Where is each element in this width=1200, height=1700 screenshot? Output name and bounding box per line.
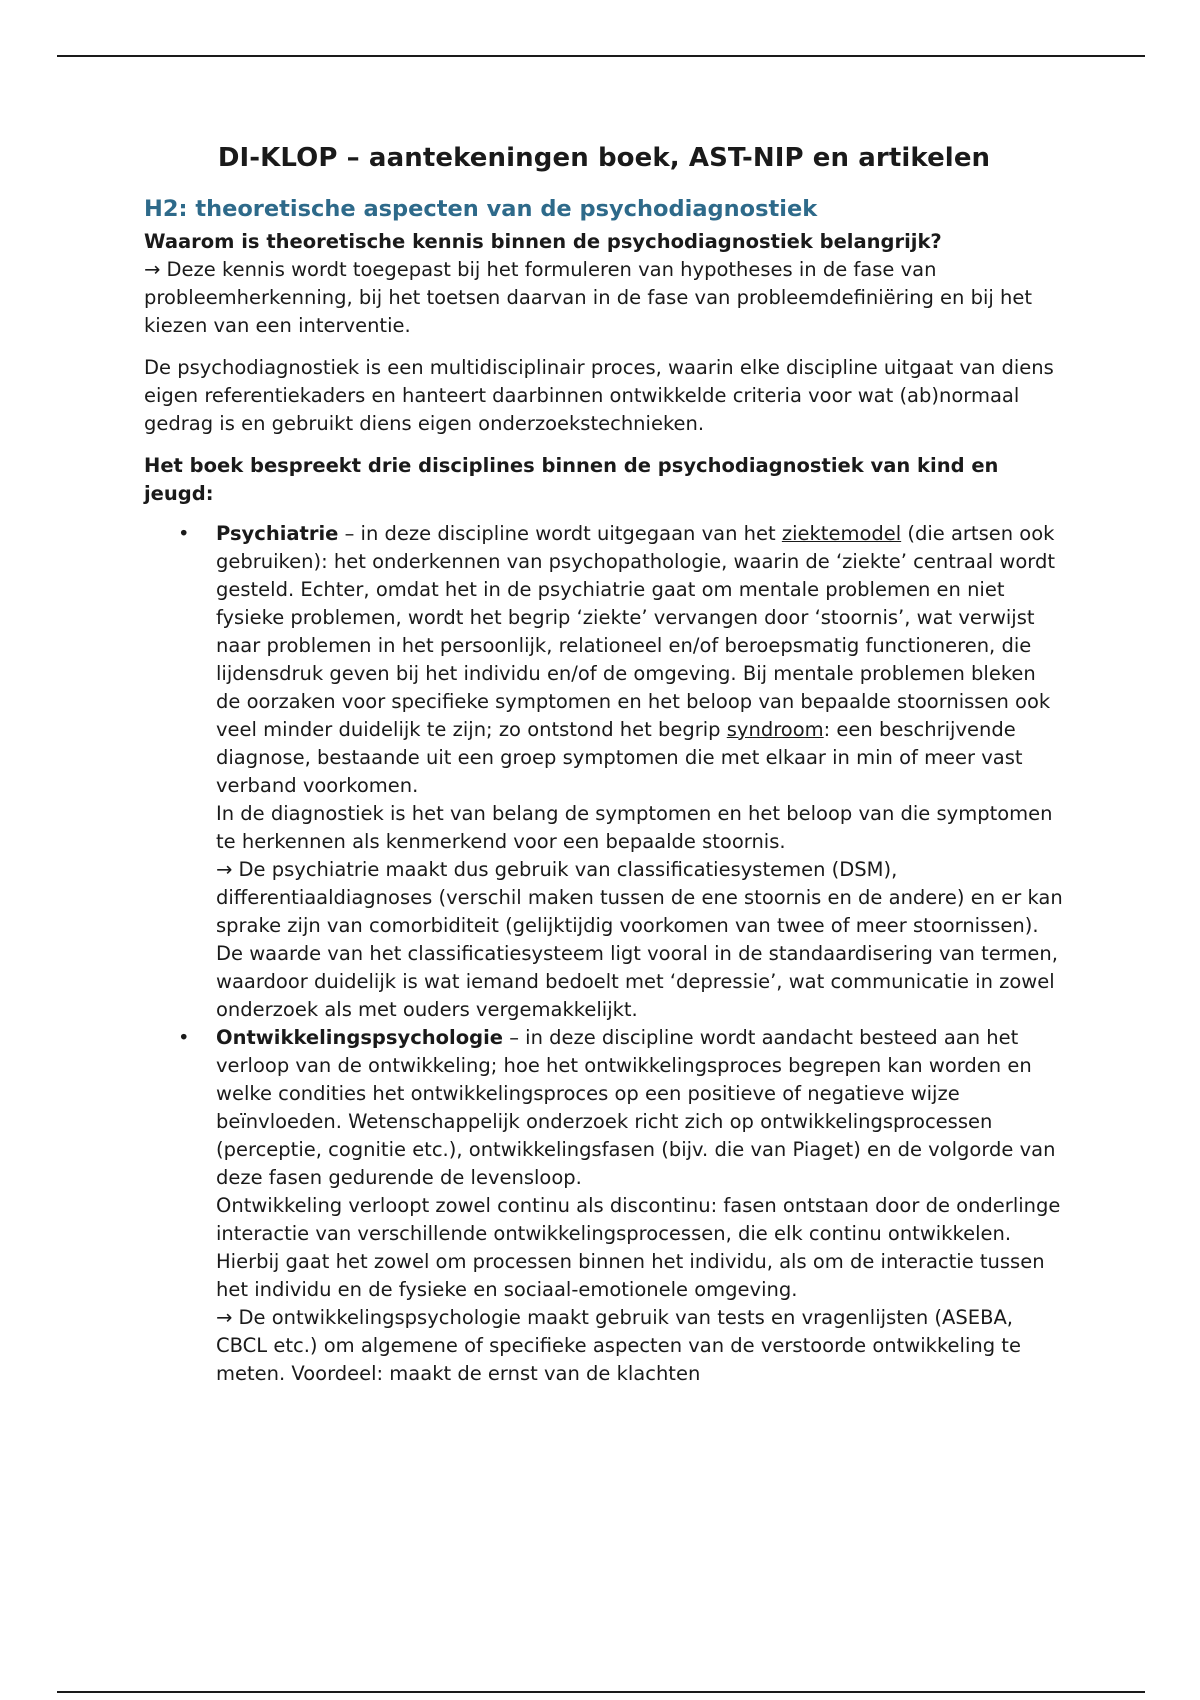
multidisciplinary-paragraph: De psychodiagnostiek is een multidisciplinair proces, waarin elke discipline uitgaat van diens eigen referentiekaders en hanteert daarbinnen ontwikkelde criteria voor wat (ab)normaal gedrag is en gebruikt diens eigen onderzoekstechnieken. (144, 356, 1054, 435)
psychiatrie-paragraph-3: → De psychiatrie maakt dus gebruik van classificatiesystemen (DSM), differentiaaldiagnoses (verschil maken tussen de ene stoornis en de andere) en er kan sprake zijn van comorbiditeit (gelijktijdig voorkomen van twee of meer stoornissen). (216, 858, 1063, 937)
term-ontwikkelingspsychologie: Ontwikkelingspsychologie (216, 1026, 503, 1049)
section-heading: H2: theoretische aspecten van de psychodiagnostiek (144, 196, 818, 222)
header-rule (57, 55, 1145, 57)
bullet-icon: • (178, 522, 190, 545)
disciplines-list (144, 520, 1064, 1388)
term-syndroom: syndroom (726, 718, 824, 741)
question-heading: Waarom is theoretische kennis binnen de psychodiagnostiek belangrijk? (144, 230, 942, 253)
term-ziektemodel: ziektemodel (781, 522, 902, 545)
psychiatrie-paragraph-2: In de diagnostiek is het van belang de symptomen en het beloop van die symptomen te herkennen als kenmerkend voor een bepaalde stoornis. (216, 802, 1053, 853)
list-item-psychiatrie (144, 520, 1064, 1024)
psychiatrie-paragraph-4: De waarde van het classificatiesysteem ligt vooral in de standaardisering van termen, waardoor duidelijk is wat iemand bedoelt met ‘depressie’, wat communicatie in zowel onderzoek als met ouders vergemakkelijkt. (216, 942, 1058, 1021)
document-title: DI-KLOP – aantekeningen boek, AST-NIP en artikelen (217, 143, 991, 173)
answer-paragraph: → Deze kennis wordt toegepast bij het formuleren van hypotheses in de fase van probleemherkenning, bij het toetsen daarvan in de fase van probleemdefiniëring en bij het kiezen van een interventie. (144, 258, 1033, 337)
ontwikkeling-paragraph-3: → De ontwikkelingspsychologie maakt gebruik van tests en vragenlijsten (ASEBA, CBCL etc.) om algemene of specifieke aspecten van de verstoorde ontwikkeling te meten. Voordeel: maakt de ernst van de klachten (216, 1306, 1021, 1385)
psychiatrie-intro-a: – in deze discipline wordt uitgegaan van het (338, 522, 782, 545)
psychiatrie-paragraph-1 (216, 520, 1064, 800)
disciplines-heading: Het boek bespreekt drie disciplines binnen de psychodiagnostiek van kind en jeugd: (144, 454, 999, 505)
psychiatrie-intro-c: : een beschrijvende diagnose, bestaande uit een groep symptomen die met elkaar in min of meer vast verband voorkomen. (216, 718, 1023, 797)
footer-rule (57, 1691, 1145, 1693)
psychiatrie-intro-b: (die artsen ook gebruiken): het onderkennen van psychopathologie, waarin de ‘ziekte’ centraal wordt gesteld. Echter, omdat het in de psychiatrie gaat om mentale problemen en niet fysieke problemen, wordt het begrip ‘ziekte’ vervangen door ‘stoornis’, wat verwijst naar problemen in het persoonlijk, relationeel en/of beroepsmatig functioneren, die lijdensdruk geven bij het individu en/of de omgeving. Bij mentale problemen bleken de oorzaken voor specifieke symptomen en het beloop van bepaalde stoornissen ook veel minder duidelijk te zijn; zo ontstond het begrip (216, 522, 1055, 741)
ontwikkeling-paragraph-2: Ontwikkeling verloopt zowel continu als discontinu: fasen ontstaan door de onderlinge interactie van verschillende ontwikkelingsprocessen, die elk continu ontwikkelen. Hierbij gaat het zowel om processen binnen het individu, als om de interactie tussen het individu en de fysieke en sociaal-emotionele omgeving. (216, 1194, 1061, 1301)
document-body (144, 138, 1064, 1388)
ontwikkeling-paragraph-1 (216, 1024, 1064, 1192)
bullet-icon: • (178, 1026, 190, 1049)
list-item-ontwikkelingspsychologie (144, 1024, 1064, 1388)
term-psychiatrie: Psychiatrie (216, 522, 339, 545)
ontwikkeling-intro: – in deze discipline wordt aandacht besteed aan het verloop van de ontwikkeling; hoe het ontwikkelingsproces begrepen kan worden en welke condities het ontwikkelingsproces op een positieve of negatieve wijze beïnvloeden. Wetenschappelijk onderzoek richt zich op ontwikkelingsprocessen (perceptie, cognitie etc.), ontwikkelingsfasen (bijv. die van Piaget) en de volgorde van deze fasen gedurende de levensloop. (216, 1026, 1056, 1189)
